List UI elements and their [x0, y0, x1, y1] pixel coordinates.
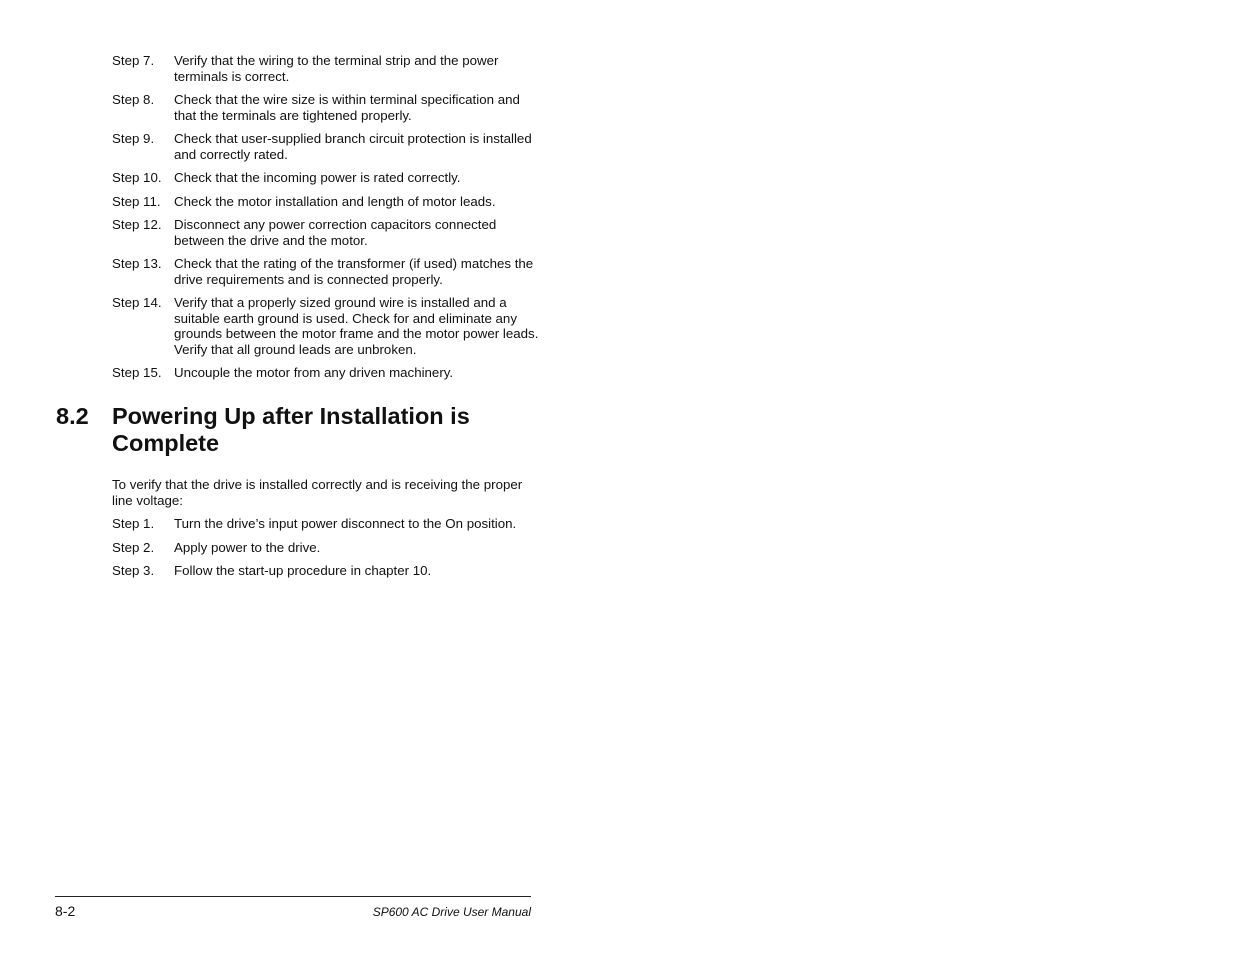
step-text: Follow the start-up procedure in chapter 10. [174, 563, 432, 578]
step-label: Step 8. [112, 92, 155, 107]
step-text: Apply power to the drive. [174, 539, 321, 555]
step-9 [112, 131, 542, 162]
footer-rule [55, 896, 531, 897]
step-text: Uncouple the motor from any driven machinery. [174, 365, 454, 380]
step-15 [112, 365, 542, 381]
step-label: Step 3. [112, 563, 155, 578]
step-text: Check that the wire size is within terminal specification and that the terminals are tightened properly. [174, 92, 520, 123]
section-intro: To verify that the drive is installed correctly and is receiving the proper line voltage: [112, 477, 523, 508]
step-label: Step 1. [112, 516, 155, 531]
step-text: Check that the incoming power is rated correctly. [174, 170, 461, 185]
step-12 [112, 217, 542, 248]
step-label: Step 9. [112, 131, 155, 146]
step-14 [112, 295, 542, 357]
step-text: Verify that the wiring to the terminal strip and the power terminals is correct. [174, 53, 499, 84]
step-text: Turn the drive’s input power disconnect to the On position. [174, 516, 517, 531]
step-label: Step 11. [112, 193, 161, 209]
page-number: 8-2 [55, 903, 76, 919]
step-label: Step 10. [112, 170, 162, 185]
step-label: Step 2. [112, 539, 155, 555]
step-1 [112, 516, 542, 532]
step-2 [112, 540, 542, 556]
step-text: Check that the rating of the transformer (if used) matches the drive requirements and is connected properly. [174, 256, 534, 287]
step-label: Step 13. [112, 256, 162, 271]
step-8 [112, 92, 542, 123]
step-label: Step 14. [112, 295, 162, 310]
step-10 [112, 170, 542, 186]
step-text: Check that user-supplied branch circuit protection is installed and correctly rated. [174, 131, 532, 162]
step-text: Verify that a properly sized ground wire is installed and a suitable earth ground is used. Check for and eliminate any grounds between the motor frame and the motor power leads. Verify that all ground leads are unbroken. [174, 295, 539, 357]
step-13 [112, 256, 542, 287]
step-list-pre-installation [112, 53, 542, 389]
manual-title: SP600 AC Drive User Manual [372, 905, 531, 919]
step-7 [112, 53, 542, 84]
step-text: Check the motor installation and length of motor leads. [174, 193, 496, 209]
step-3 [112, 563, 542, 579]
step-text: Disconnect any power correction capacitors connected between the drive and the motor. [174, 217, 497, 248]
step-label: Step 12. [112, 217, 162, 232]
section-number: 8.2 [56, 403, 89, 429]
step-11 [112, 194, 542, 210]
step-list-power-up [112, 516, 542, 587]
section-title: Powering Up after Installation is Complete [112, 403, 470, 456]
section-heading [56, 403, 532, 457]
step-label: Step 15. [112, 365, 162, 380]
step-label: Step 7. [112, 53, 155, 68]
